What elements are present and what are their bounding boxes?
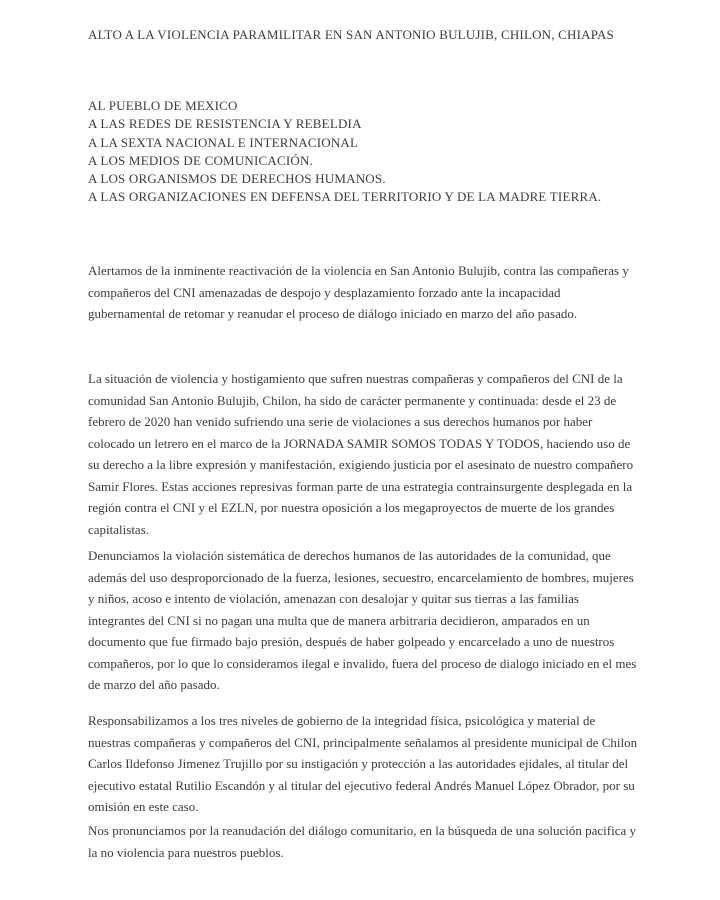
body-paragraph: La situación de violencia y hostigamiento que sufren nuestras compañeras y compañeros del CNI de la comunidad San Antonio Bulujib, Chilon, ha sido de carácter permanente y continuada: desde el 23 de febrero de 2020 han venido sufriendo una serie de violaciones a sus derechos humanos por haber colocado un letrero en el marco de la JORNADA SAMIR SOMOS TODAS Y TODOS, haciendo uso de su derecho a la libre expresión y manifestación, exigiendo justicia por el asesinato de nuestro compañero Samir Flores. Estas acciones represivas forman parte de una estrategia contrainsurgente desplegada en la región contra el CNI y el EZLN, por nuestra oposición a los megaproyectos de muerte de los grandes capitalistas. [88,371,634,537]
addressee-line: A LAS REDES DE RESISTENCIA Y REBELDIA [88,116,362,132]
document-title: ALTO A LA VIOLENCIA PARAMILITAR EN SAN ANTONIO BULUJIB, CHILON, CHIAPAS [88,27,614,42]
addressee-line: A LOS ORGANISMOS DE DERECHOS HUMANOS. [88,171,386,187]
addressee-line: A LOS MEDIOS DE COMUNICACIÓN. [88,152,314,168]
body-paragraph: Responsabilizamos a los tres niveles de gobierno de la integridad física, psicológica y material de nuestras compañeras y compañeros del CNI, principalmente señalamos al presidente municipal de Chilon Carlos Ildefonso Jimenez Trujillo por su instigación y protección a las autoridades ejidales, al titular del ejecutivo estatal Rutilio Escandón y al titular del ejecutivo federal Andrés Manuel López Obrador, por su omisión en este caso. [88,713,638,814]
addressee-line: A LAS ORGANIZACIONES EN DEFENSA DEL TERRITORIO Y DE LA MADRE TIERRA. [88,189,602,205]
document-content [88,0,638,900]
addressee-line: AL PUEBLO DE MEXICO [88,98,238,113]
addressee-line: A LA SEXTA NACIONAL E INTERNACIONAL [88,134,359,150]
body-paragraph: Alertamos de la inminente reactivación de la violencia en San Antonio Bulujib, contra las compañeras y compañeros del CNI amenazadas de despojo y desplazamiento forzado ante la incapacidad gubernamental de retomar y reanudar el proceso de diálogo iniciado en marzo del año pasado. [88,263,629,321]
body-paragraph: Denunciamos la violación sistemática de derechos humanos de las autoridades de la comunidad, que además del uso desproporcionado de la fuerza, lesiones, secuestro, encarcelamiento de hombres, mujeres y niños, acoso e intento de violación, amenazan con desalojar y quitar sus tierras a las familias integrantes del CNI si no pagan una multa que de manera arbitraria decidieron, amparados en un documento que fue firmado bajo presión, después de haber golpeado y encarcelado a uno de nuestros compañeros, por lo que lo consideramos ilegal e invalido, fuera del proceso de dialogo iniciado en el mes de marzo del año pasado. [88,548,637,692]
body-paragraph: Nos pronunciamos por la reanudación del diálogo comunitario, en la búsqueda de una solución pacifica y la no violencia para nuestros pueblos. [88,823,636,860]
addressee-list [88,97,638,207]
